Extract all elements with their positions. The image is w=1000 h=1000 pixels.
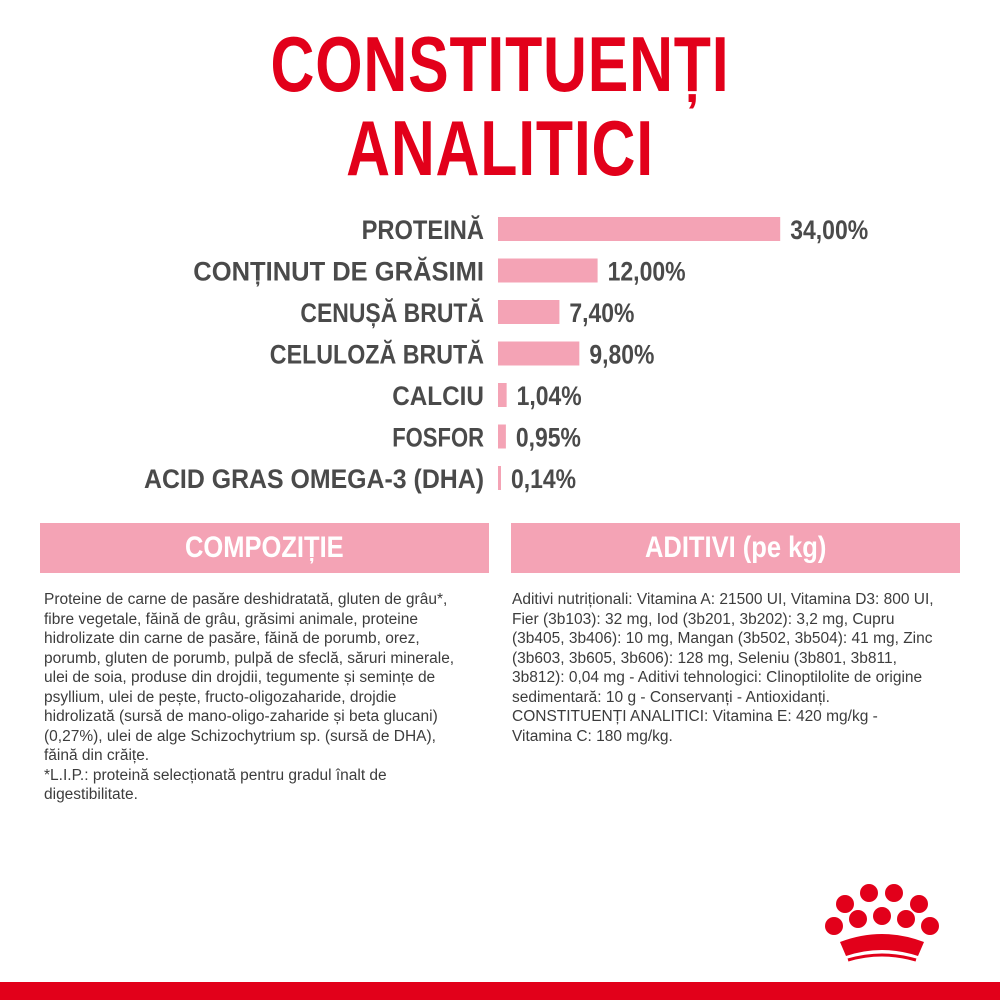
bar-category-label: PROTEINĂ <box>361 215 502 245</box>
bar-value-label: 1,04% <box>516 381 582 411</box>
additives-header-label: ADITIVI (pe kg) <box>644 531 827 564</box>
bar-value-label: 7,40% <box>569 298 635 328</box>
composition-text-block <box>44 590 464 805</box>
bar-category-label: CELULOZĂ BRUTĂ <box>269 339 519 370</box>
bar <box>498 342 579 366</box>
bar-category-label: CONȚINUT DE GRĂSIMI <box>193 256 501 287</box>
bar-category-label: CALCIU <box>392 381 484 411</box>
bar-category-label: ACID GRAS OMEGA-3 (DHA) <box>144 464 484 494</box>
bar-category-label: CENUȘĂ BRUTĂ <box>300 298 517 328</box>
additives-header <box>511 523 960 573</box>
bar-value-label: 34,00% <box>790 215 869 245</box>
bar-category-label: FOSFOR <box>392 422 484 453</box>
composition-header <box>40 523 489 573</box>
bar <box>498 300 559 324</box>
composition-note: *L.I.P.: proteină selecționată pentru gradul înalt de digestibilitate. <box>44 766 387 803</box>
bar-value-label: 12,00% <box>607 256 686 287</box>
page-title: CONSTITUENȚI ANALITICI <box>270 20 730 192</box>
composition-header-label: COMPOZIȚIE <box>185 531 344 564</box>
nutrient-bar-chart <box>0 200 1000 500</box>
bar <box>498 383 507 407</box>
bar-value-label: 0,14% <box>511 464 576 494</box>
bar <box>498 259 598 283</box>
crown-logo-icon <box>818 882 953 972</box>
bar <box>498 217 780 241</box>
additives-text-block <box>512 590 942 746</box>
additives-text: Aditivi nutriționali: Vitamina A: 21500 UI, Vitamina D3: 800 UI, Fier (3b103): 32 mg, Iod (3b201, 3b202): 3,2 mg, Cupru (3b405, 3b406): 10 mg, Mangan (3b502, 3b504): 41 mg, Zinc (3b603, 3b605, 3b606): 128 mg, Seleniu (3b801, 3b811, 3b812): 0,04 mg - Aditivi tehnologici: Clinoptilolite de origine sedimentară: 10 g - Conservanți - Antioxidanți. CONSTITUENȚI ANALITICI: Vitamina E: 420 mg/kg - Vitamina C: 180 mg/kg. <box>512 591 934 745</box>
bar-value-label: 9,80% <box>589 339 655 370</box>
bar <box>498 466 501 490</box>
bar <box>498 425 506 449</box>
composition-text: Proteine de carne de pasăre deshidratată, gluten de grâu*, fibre vegetale, făină de grâu, grăsimi animale, proteine hidrolizate din carne de pasăre, făină de porumb, orez, porumb, gluten de porumb, pulpă de sfeclă, săruri minerale, ulei de soia, produse din drojdii, tegumente și semințe de psyllium, ulei de pește, fructo-oligozaharide, drojdie hidrolizată (sursă de mano-oligo-zaharide și beta glucani) (0,27%), ulei de alge Schizochytrium sp. (sursă de DHA), făină din crăițe. <box>44 591 455 764</box>
bottom-brand-bar <box>0 982 1000 1000</box>
bar-value-label: 0,95% <box>515 422 581 453</box>
